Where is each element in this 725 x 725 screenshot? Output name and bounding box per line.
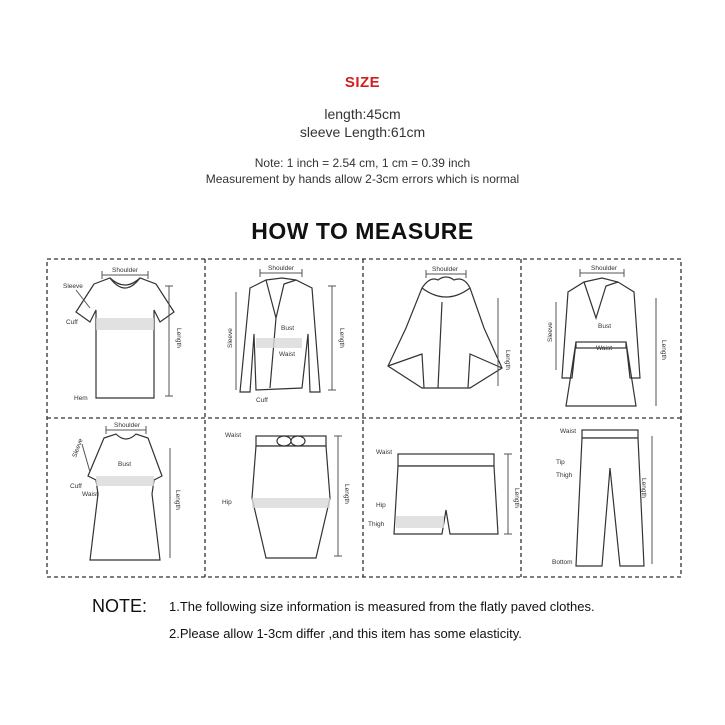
blazer-shoulder-label: Shoulder xyxy=(268,265,295,272)
tshirt-cuff-label: Cuff xyxy=(66,319,78,326)
cape-icon xyxy=(388,277,502,388)
trousers-icon xyxy=(576,430,644,566)
coat-icon xyxy=(562,278,640,406)
tshirt-shoulder-label: Shoulder xyxy=(112,267,139,274)
blazer-cuff-label: Cuff xyxy=(256,397,268,404)
blazer-bust-label: Bust xyxy=(281,325,295,332)
dress-length-label: Length xyxy=(174,490,181,510)
tshirt-length-label: Length xyxy=(175,328,182,348)
shorts-thigh-label: Thigh xyxy=(368,521,385,528)
skirt-hip-label: Hip xyxy=(222,499,232,506)
dress-diagram xyxy=(70,422,181,560)
tshirt-hem-label: Hem xyxy=(74,395,88,402)
shorts-diagram xyxy=(368,449,520,534)
shorts-length-label: Length xyxy=(513,488,520,508)
shorts-icon xyxy=(394,454,498,534)
shorts-hip-label: Hip xyxy=(376,502,386,509)
trousers-diagram xyxy=(552,428,652,566)
footer-note-line-1: 1.The following size information is measured from the flatly paved clothes. xyxy=(169,599,595,614)
measure-guide-grid xyxy=(46,258,682,578)
skirt-icon xyxy=(252,436,330,558)
tshirt-diagram xyxy=(63,267,182,402)
cape-shoulder-label: Shoulder xyxy=(432,266,459,273)
cape-diagram xyxy=(388,266,511,388)
cape-length-label: Length xyxy=(504,350,511,370)
blazer-icon xyxy=(240,278,320,392)
length-value: length:45cm xyxy=(324,106,401,122)
tshirt-sleeve-label: Sleeve xyxy=(63,283,83,290)
dress-bust-label: Bust xyxy=(118,461,132,468)
trousers-waist-label: Waist xyxy=(560,428,577,435)
trousers-thigh-label: Thigh xyxy=(556,472,573,479)
blazer-waist-label: Waist xyxy=(279,351,296,358)
tshirt-icon xyxy=(76,278,174,398)
skirt-waist-label: Waist xyxy=(225,432,242,439)
how-to-measure-title: HOW TO MEASURE xyxy=(251,218,474,244)
footer-note-line-2: 2.Please allow 1-3cm differ ,and this item has some elasticity. xyxy=(169,626,522,641)
sleeve-length-value: sleeve Length:61cm xyxy=(299,124,426,140)
trousers-bottom-label: Bottom xyxy=(552,559,573,566)
blazer-diagram xyxy=(227,265,345,404)
coat-shoulder-label: Shoulder xyxy=(591,265,618,272)
shorts-waist-label: Waist xyxy=(376,449,393,456)
trousers-length-label: Length xyxy=(640,478,647,498)
dress-sleeve-label: Sleeve xyxy=(71,437,85,459)
dress-icon xyxy=(88,434,162,560)
unit-conversion-note: Note: 1 inch = 2.54 cm, 1 cm = 0.39 inch xyxy=(254,156,471,170)
trousers-tip-label: Tip xyxy=(556,459,565,466)
coat-sleeve-label: Sleeve xyxy=(547,322,554,342)
size-title: SIZE xyxy=(344,74,381,91)
footer-note-label: NOTE: xyxy=(92,596,148,616)
skirt-diagram xyxy=(222,432,350,558)
coat-length-label: Length xyxy=(660,340,667,360)
skirt-length-label: Length xyxy=(343,484,350,504)
dress-waist-label: Waist xyxy=(82,491,99,498)
coat-diagram xyxy=(547,265,667,406)
blazer-length-label: Length xyxy=(338,328,345,348)
measurement-error-note: Measurement by hands allow 2-3cm errors which is normal xyxy=(205,172,520,186)
dress-cuff-label: Cuff xyxy=(70,483,82,490)
coat-bust-label: Bust xyxy=(598,323,612,330)
dress-shoulder-label: Shoulder xyxy=(114,422,141,429)
coat-waist-label: Waist xyxy=(596,345,613,352)
blazer-sleeve-label: Sleeve xyxy=(227,328,234,348)
